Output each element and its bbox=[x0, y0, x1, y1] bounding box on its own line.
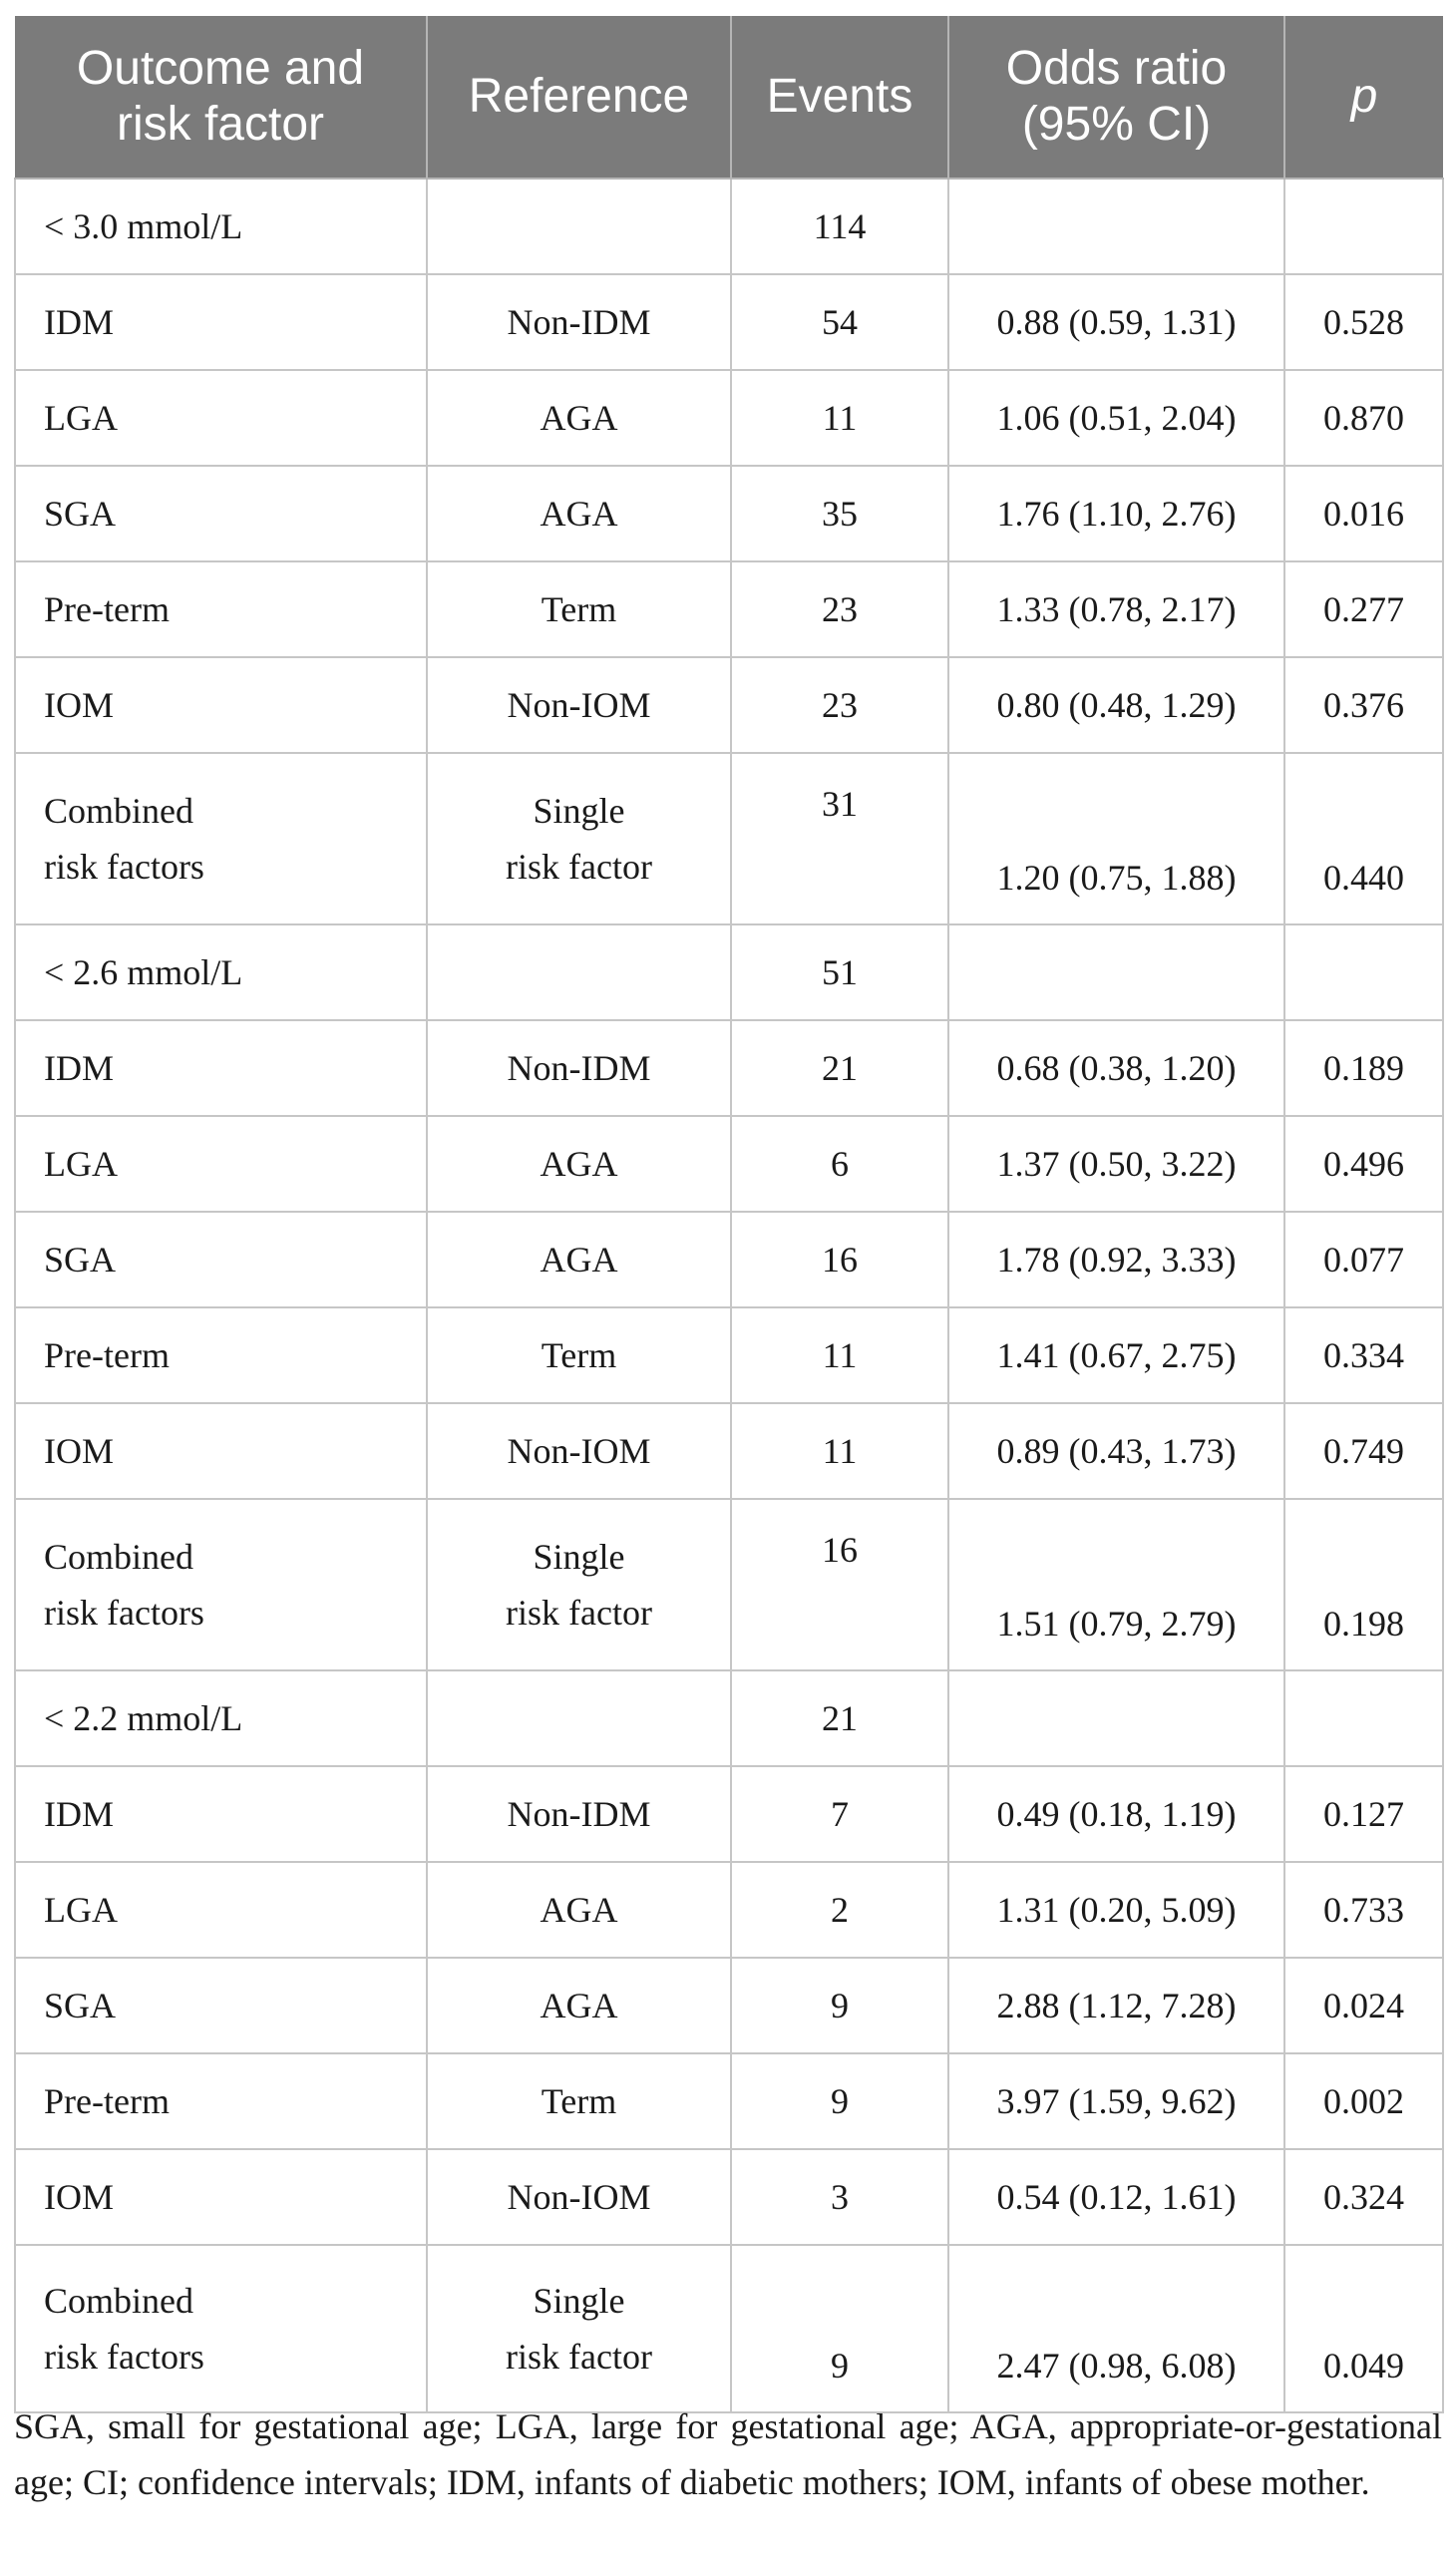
cell-p-value bbox=[1284, 1670, 1443, 1766]
cell-events: 16 bbox=[731, 1499, 948, 1670]
cell-outcome-line2: risk factors bbox=[44, 2337, 204, 2377]
cell-outcome: SGA bbox=[15, 466, 427, 561]
cell-events: 6 bbox=[731, 1116, 948, 1212]
cell-p-value: 0.016 bbox=[1284, 466, 1443, 561]
cell-reference: Non-IDM bbox=[427, 1020, 731, 1116]
cell-odds-ratio: 1.41 (0.67, 2.75) bbox=[948, 1307, 1284, 1403]
cell-p-value: 0.376 bbox=[1284, 657, 1443, 753]
cell-odds-ratio bbox=[948, 179, 1284, 274]
cell-p-value: 0.277 bbox=[1284, 561, 1443, 657]
cell-odds-ratio: 0.49 (0.18, 1.19) bbox=[948, 1766, 1284, 1862]
cell-reference: AGA bbox=[427, 1116, 731, 1212]
cell-outcome-line1: Combined bbox=[44, 791, 193, 831]
cell-outcome: IOM bbox=[15, 1403, 427, 1499]
cell-p-value: 0.870 bbox=[1284, 370, 1443, 466]
cell-p-value: 0.733 bbox=[1284, 1862, 1443, 1958]
cell-reference bbox=[427, 179, 731, 274]
table-row bbox=[15, 1307, 1443, 1403]
cell-odds-ratio: 0.88 (0.59, 1.31) bbox=[948, 274, 1284, 370]
cell-reference: Non-IOM bbox=[427, 2149, 731, 2245]
cell-events: 21 bbox=[731, 1670, 948, 1766]
table-row bbox=[15, 466, 1443, 561]
cell-odds-ratio: 3.97 (1.59, 9.62) bbox=[948, 2053, 1284, 2149]
cell-reference bbox=[427, 753, 731, 924]
cell-outcome-line2: risk factors bbox=[44, 1593, 204, 1633]
table-row bbox=[15, 2053, 1443, 2149]
cell-reference: AGA bbox=[427, 1958, 731, 2053]
cell-reference: Non-IOM bbox=[427, 657, 731, 753]
cell-outcome: SGA bbox=[15, 1958, 427, 2053]
table-row bbox=[15, 179, 1443, 274]
cell-odds-ratio: 2.47 (0.98, 6.08) bbox=[948, 2245, 1284, 2412]
table-container bbox=[14, 16, 1442, 2413]
cell-events: 11 bbox=[731, 1403, 948, 1499]
cell-reference: Term bbox=[427, 1307, 731, 1403]
table-row bbox=[15, 561, 1443, 657]
header-or-line1: Odds ratio bbox=[1005, 42, 1228, 95]
header-odds-ratio bbox=[948, 16, 1284, 179]
cell-outcome: SGA bbox=[15, 1212, 427, 1307]
cell-events: 31 bbox=[731, 753, 948, 924]
cell-reference bbox=[427, 2245, 731, 2412]
cell-odds-ratio: 0.68 (0.38, 1.20) bbox=[948, 1020, 1284, 1116]
table-header bbox=[15, 16, 1443, 179]
cell-odds-ratio: 1.06 (0.51, 2.04) bbox=[948, 370, 1284, 466]
cell-events: 9 bbox=[731, 2245, 948, 2412]
table-row bbox=[15, 2245, 1443, 2412]
cell-reference-line2: risk factor bbox=[506, 1593, 652, 1633]
table-row bbox=[15, 274, 1443, 370]
cell-odds-ratio: 1.76 (1.10, 2.76) bbox=[948, 466, 1284, 561]
cell-reference-line1: Single bbox=[533, 791, 625, 831]
cell-reference: Non-IDM bbox=[427, 274, 731, 370]
cell-events: 54 bbox=[731, 274, 948, 370]
cell-p-value: 0.440 bbox=[1284, 753, 1443, 924]
cell-reference: AGA bbox=[427, 370, 731, 466]
cell-outcome: < 2.2 mmol/L bbox=[15, 1670, 427, 1766]
table-row bbox=[15, 1499, 1443, 1670]
cell-odds-ratio: 1.31 (0.20, 5.09) bbox=[948, 1862, 1284, 1958]
cell-outcome-line1: Combined bbox=[44, 1537, 193, 1577]
cell-reference: AGA bbox=[427, 1212, 731, 1307]
cell-p-value: 0.334 bbox=[1284, 1307, 1443, 1403]
cell-events: 3 bbox=[731, 2149, 948, 2245]
cell-outcome: IDM bbox=[15, 1020, 427, 1116]
cell-events: 51 bbox=[731, 924, 948, 1020]
cell-reference: AGA bbox=[427, 466, 731, 561]
cell-reference: Term bbox=[427, 2053, 731, 2149]
cell-outcome: LGA bbox=[15, 1116, 427, 1212]
cell-p-value: 0.127 bbox=[1284, 1766, 1443, 1862]
header-events: Events bbox=[731, 16, 948, 179]
cell-p-value: 0.024 bbox=[1284, 1958, 1443, 2053]
cell-outcome: Pre-term bbox=[15, 2053, 427, 2149]
cell-p-value: 0.496 bbox=[1284, 1116, 1443, 1212]
cell-events: 16 bbox=[731, 1212, 948, 1307]
table-row bbox=[15, 657, 1443, 753]
cell-reference bbox=[427, 1499, 731, 1670]
cell-outcome: Pre-term bbox=[15, 1307, 427, 1403]
cell-reference-line2: risk factor bbox=[506, 847, 652, 887]
cell-odds-ratio: 1.37 (0.50, 3.22) bbox=[948, 1116, 1284, 1212]
cell-outcome: Pre-term bbox=[15, 561, 427, 657]
table-body bbox=[15, 179, 1443, 2412]
cell-outcome: < 2.6 mmol/L bbox=[15, 924, 427, 1020]
table-row bbox=[15, 2149, 1443, 2245]
table-row bbox=[15, 1958, 1443, 2053]
cell-outcome: LGA bbox=[15, 1862, 427, 1958]
table-row bbox=[15, 1862, 1443, 1958]
cell-reference: Term bbox=[427, 561, 731, 657]
table-row bbox=[15, 753, 1443, 924]
table-row bbox=[15, 1670, 1443, 1766]
header-outcome-line1: Outcome and bbox=[76, 42, 365, 95]
cell-reference bbox=[427, 924, 731, 1020]
cell-events: 9 bbox=[731, 2053, 948, 2149]
table-row bbox=[15, 1212, 1443, 1307]
cell-outcome-line1: Combined bbox=[44, 2281, 193, 2321]
cell-events: 23 bbox=[731, 561, 948, 657]
cell-odds-ratio: 0.80 (0.48, 1.29) bbox=[948, 657, 1284, 753]
cell-outcome bbox=[15, 2245, 427, 2412]
cell-p-value: 0.528 bbox=[1284, 274, 1443, 370]
table-row bbox=[15, 924, 1443, 1020]
cell-outcome: IDM bbox=[15, 1766, 427, 1862]
cell-p-value: 0.189 bbox=[1284, 1020, 1443, 1116]
cell-p-value bbox=[1284, 924, 1443, 1020]
header-reference: Reference bbox=[427, 16, 731, 179]
cell-events: 21 bbox=[731, 1020, 948, 1116]
table-row bbox=[15, 1766, 1443, 1862]
header-p-label: p bbox=[1350, 70, 1378, 123]
cell-odds-ratio: 0.54 (0.12, 1.61) bbox=[948, 2149, 1284, 2245]
cell-events: 23 bbox=[731, 657, 948, 753]
header-or-line2: (95% CI) bbox=[1021, 98, 1212, 151]
table-row bbox=[15, 1116, 1443, 1212]
cell-outcome bbox=[15, 1499, 427, 1670]
cell-p-value: 0.077 bbox=[1284, 1212, 1443, 1307]
cell-events: 114 bbox=[731, 179, 948, 274]
cell-p-value: 0.002 bbox=[1284, 2053, 1443, 2149]
cell-events: 2 bbox=[731, 1862, 948, 1958]
cell-outcome: LGA bbox=[15, 370, 427, 466]
cell-events: 9 bbox=[731, 1958, 948, 2053]
cell-events: 11 bbox=[731, 1307, 948, 1403]
cell-reference-line1: Single bbox=[533, 1537, 625, 1577]
header-outcome bbox=[15, 16, 427, 179]
cell-outcome: IDM bbox=[15, 274, 427, 370]
cell-events: 35 bbox=[731, 466, 948, 561]
cell-p-value: 0.324 bbox=[1284, 2149, 1443, 2245]
cell-events: 7 bbox=[731, 1766, 948, 1862]
cell-reference-line1: Single bbox=[533, 2281, 625, 2321]
cell-outcome: IOM bbox=[15, 2149, 427, 2245]
table-row bbox=[15, 370, 1443, 466]
cell-odds-ratio: 1.51 (0.79, 2.79) bbox=[948, 1499, 1284, 1670]
cell-p-value: 0.198 bbox=[1284, 1499, 1443, 1670]
cell-outcome-line2: risk factors bbox=[44, 847, 204, 887]
cell-odds-ratio: 2.88 (1.12, 7.28) bbox=[948, 1958, 1284, 2053]
header-p-value bbox=[1284, 16, 1443, 179]
odds-ratio-table bbox=[14, 16, 1444, 2413]
cell-outcome: IOM bbox=[15, 657, 427, 753]
cell-p-value bbox=[1284, 179, 1443, 274]
cell-odds-ratio bbox=[948, 924, 1284, 1020]
cell-reference-line2: risk factor bbox=[506, 2337, 652, 2377]
table-row bbox=[15, 1020, 1443, 1116]
cell-odds-ratio bbox=[948, 1670, 1284, 1766]
table-row bbox=[15, 1403, 1443, 1499]
cell-events: 11 bbox=[731, 370, 948, 466]
cell-odds-ratio: 0.89 (0.43, 1.73) bbox=[948, 1403, 1284, 1499]
cell-reference: Non-IDM bbox=[427, 1766, 731, 1862]
cell-odds-ratio: 1.20 (0.75, 1.88) bbox=[948, 753, 1284, 924]
header-row bbox=[15, 16, 1443, 179]
cell-odds-ratio: 1.78 (0.92, 3.33) bbox=[948, 1212, 1284, 1307]
header-outcome-line2: risk factor bbox=[116, 98, 325, 151]
cell-reference: Non-IOM bbox=[427, 1403, 731, 1499]
cell-odds-ratio: 1.33 (0.78, 2.17) bbox=[948, 561, 1284, 657]
cell-outcome: < 3.0 mmol/L bbox=[15, 179, 427, 274]
cell-reference: AGA bbox=[427, 1862, 731, 1958]
cell-reference bbox=[427, 1670, 731, 1766]
cell-p-value: 0.049 bbox=[1284, 2245, 1443, 2412]
cell-p-value: 0.749 bbox=[1284, 1403, 1443, 1499]
cell-outcome bbox=[15, 753, 427, 924]
table-footnote: SGA, small for gestational age; LGA, large for gestational age; AGA, appropriate-or-gestational age; CI; confidence intervals; IDM, infants of diabetic mothers; IOM, infants of obese mother. bbox=[14, 2406, 1442, 2502]
